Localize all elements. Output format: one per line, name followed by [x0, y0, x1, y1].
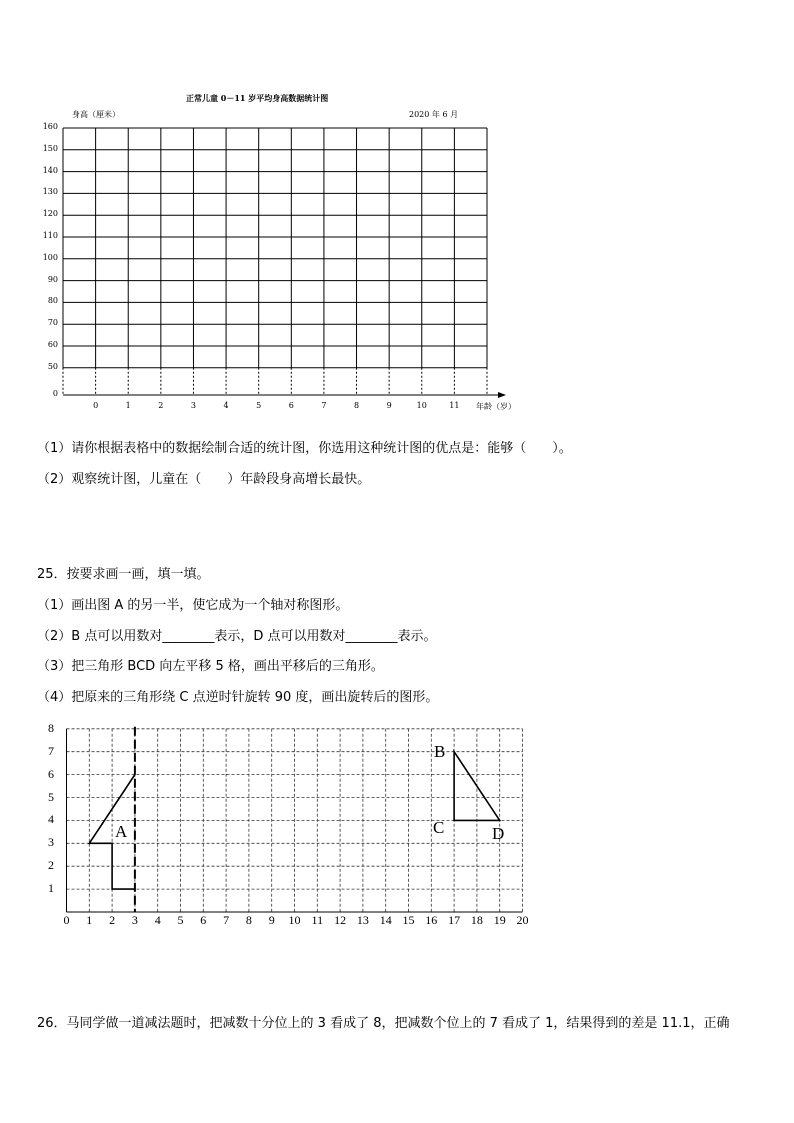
x-tick-label: 6	[200, 913, 207, 927]
y-tick-label: 7	[48, 743, 54, 758]
y-tick-label: 100	[42, 252, 58, 262]
q26-text: 26．马同学做一道减法题时，把减数十分位上的 3 看成了 8，把减数个位上的 7 看成了 1，结果得到的差是 11.1，正确	[37, 1016, 730, 1031]
q25-part4: （4）把原来的三角形绕 C 点逆时针旋转 90 度，画出旋转后的图形。	[37, 690, 439, 705]
y-tick-label: 2	[48, 858, 54, 873]
x-tick-label: 3	[131, 913, 138, 927]
x-tick-label: 9	[268, 913, 275, 927]
x-tick-label: 14	[379, 913, 392, 927]
x-tick-label: 10	[288, 913, 301, 927]
x-tick-label: 4	[223, 401, 229, 410]
x-tick-label: 11	[311, 913, 324, 927]
y-tick-label: 50	[47, 361, 58, 371]
x-tick-label: 0	[63, 913, 70, 927]
chart-date: 2020 年 6 月	[409, 110, 459, 119]
x-tick-label: 1	[125, 401, 131, 410]
x-tick-label: 11	[449, 401, 460, 410]
q24-part2: （2）观察统计图，儿童在（ ）年龄段身高增长最快。	[37, 472, 371, 487]
x-tick-label: 16	[425, 913, 438, 927]
x-tick-label: 5	[177, 913, 184, 927]
label-c: C	[433, 818, 445, 837]
y-tick-label: 110	[42, 231, 58, 240]
x-tick-label: 19	[493, 913, 506, 927]
y-tick-label: 3	[48, 835, 54, 850]
y-tick-label: 6	[48, 766, 54, 781]
x-tick-label: 0	[93, 401, 99, 410]
x-tick-label: 18	[470, 913, 483, 927]
x-tick-label: 17	[448, 913, 461, 927]
x-tick-label: 2	[109, 913, 116, 927]
x-tick-label: 7	[223, 913, 230, 927]
x-tick-label: 3	[190, 401, 196, 410]
x-tick-label: 1	[86, 913, 93, 927]
x-tick-label: 5	[256, 401, 262, 410]
q25-title: 25．按要求画一画，填一填。	[37, 567, 210, 582]
y-tick-label: 160	[42, 122, 58, 131]
chart-title: 正常儿童 0－11 岁平均身高数据统计图	[186, 93, 329, 103]
y-tick-label: 60	[47, 340, 58, 349]
y-axis-label: 身高（厘米）	[72, 110, 120, 119]
x-tick-label: 6	[288, 401, 294, 410]
label-d: D	[492, 824, 505, 843]
label-a: A	[115, 822, 128, 841]
y-tick-label: 140	[42, 165, 58, 175]
y-tick-label: 120	[42, 209, 58, 219]
y-tick-label: 130	[42, 187, 58, 197]
q25-part3: （3）把三角形 BCD 向左平移 5 格，画出平移后的三角形。	[37, 659, 384, 674]
y-tick-label: 5	[48, 789, 54, 804]
x-tick-label: 8	[245, 913, 252, 927]
x-tick-label: 12	[334, 913, 347, 927]
x-tick-label: 10	[416, 401, 427, 410]
x-tick-label: 15	[402, 913, 415, 927]
y-tick-label: 4	[48, 812, 54, 827]
x-tick-label: 20	[516, 913, 529, 927]
y-tick-label: 0	[52, 389, 58, 398]
q24-part1: （1）请你根据表格中的数据绘制合适的统计图，你选用这种统计图的优点是：能够（ ）。	[37, 441, 572, 456]
x-tick-label: 4	[154, 913, 161, 927]
q25-part1: （1）画出图 A 的另一半，使它成为一个轴对称图形。	[37, 598, 349, 613]
x-tick-label: 2	[158, 401, 164, 410]
x-tick-label: 13	[356, 913, 369, 927]
y-tick-label: 70	[47, 318, 58, 328]
x-tick-label: 9	[386, 401, 392, 410]
y-tick-label: 1	[48, 881, 54, 896]
y-tick-label: 150	[42, 143, 58, 153]
y-tick-label: 80	[47, 296, 58, 306]
y-tick-label: 90	[47, 274, 58, 284]
x-axis-label: 年龄（岁）	[476, 402, 516, 411]
x-tick-label: 8	[353, 401, 360, 410]
y-tick-label: 8	[48, 720, 54, 735]
label-b: B	[434, 742, 446, 761]
x-tick-label: 7	[321, 401, 327, 410]
q25-part2: （2）B 点可以用数对________表示，D 点可以用数对________表示。	[37, 629, 437, 644]
